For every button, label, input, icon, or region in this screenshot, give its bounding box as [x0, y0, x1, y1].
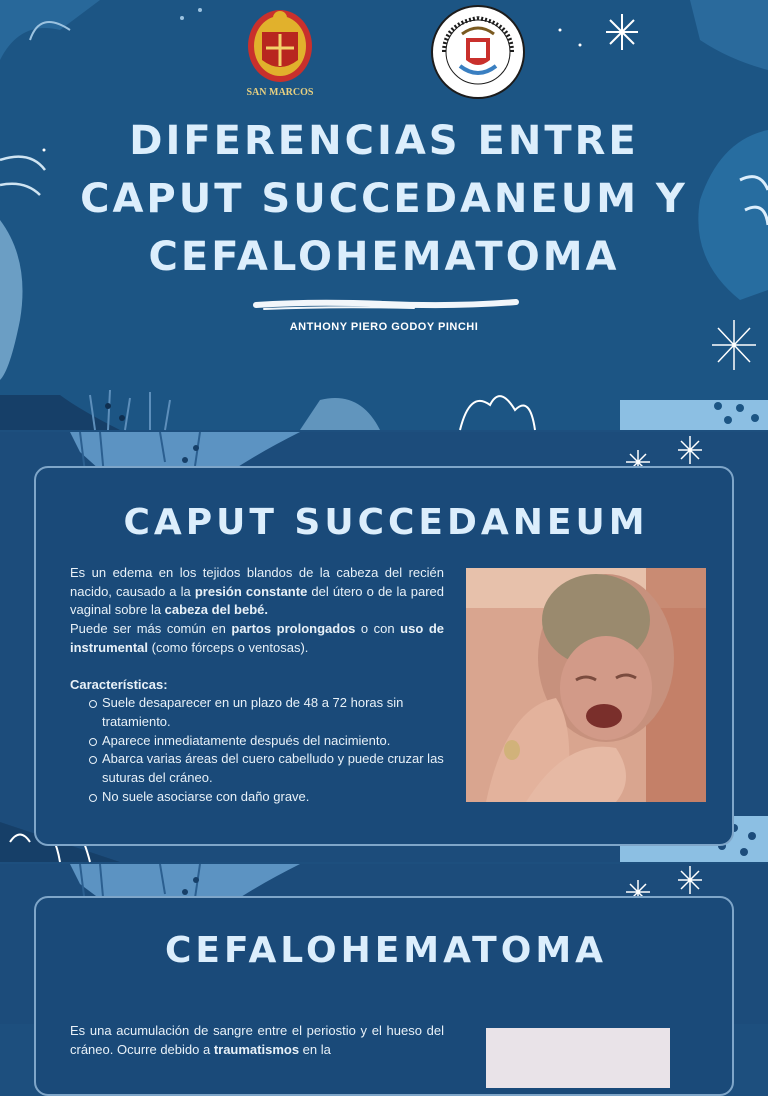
cefalo-intro-bold-1: traumatismos — [213, 1041, 300, 1057]
caput-intro2-text-3: (como fórceps o ventosas). — [148, 639, 309, 655]
caput-intro2-bold-1: partos prolongados — [231, 621, 356, 637]
cefalo-body — [70, 1022, 444, 1059]
list-item: Suele desaparecer en un plazo de 48 a 72 horas sin tratamiento. — [88, 694, 444, 731]
cefalo-intro — [70, 1022, 444, 1059]
caput-intro2-text-1: Puede ser más común en — [70, 621, 232, 637]
cefalohematoma-photo — [486, 1028, 670, 1088]
list-item: Aparece inmediatamente después del nacimiento. — [88, 732, 444, 751]
caput-succedaneum-slide — [0, 432, 768, 862]
caput-body — [70, 564, 444, 806]
caput-intro-bold-1: presión constante — [194, 583, 308, 599]
cefalo-card — [34, 896, 734, 1096]
caput-intro2-text-2: o con — [355, 621, 401, 637]
presentation-title: DIFERENCIAS ENTRE CAPUT SUCCEDANEUM Y CEFALOHEMATOMA — [80, 118, 688, 280]
cefalo-intro-text-1: Es una acumulación de sangre entre el periostio y el hueso del cráneo. Ocurre debido a — [70, 1023, 444, 1057]
list-item: No suele asociarse con daño grave. — [88, 788, 444, 807]
characteristics-label: Características: — [70, 676, 168, 692]
san-marcos-caption: SAN MARCOS — [246, 87, 314, 98]
list-item: Abarca varias áreas del cuero cabelludo y puede cruzar las suturas del cráneo. — [88, 750, 444, 787]
cefalo-heading: CEFALOHEMATOMA — [164, 930, 608, 971]
title-underline — [254, 298, 518, 312]
caput-intro-text-1: Es un edema en los tejidos blandos de la cabeza del recién nacido, causado a la — [70, 565, 444, 599]
characteristics-list — [70, 694, 444, 806]
cefalohematoma-slide — [0, 864, 768, 1057]
title-slide — [0, 0, 768, 430]
san-marcos-logo — [232, 4, 328, 100]
newborn-photo — [466, 568, 706, 802]
caput-intro-2 — [70, 620, 444, 657]
caput-intro2-bold-2: uso de instrumental — [70, 621, 444, 655]
caput-card — [34, 466, 734, 846]
caput-intro-text-2: del útero o de la pared vaginal sobre la — [70, 583, 444, 618]
caput-intro — [70, 564, 444, 620]
facultad-medicina-logo — [430, 4, 526, 100]
caput-intro-bold-2: cabeza del bebé. — [164, 602, 268, 618]
cefalo-intro-text-2: en la — [299, 1041, 331, 1057]
author-name: ANTHONY PIERO GODOY PINCHI — [289, 321, 479, 333]
caput-heading: CAPUT SUCCEDANEUM — [123, 502, 649, 543]
